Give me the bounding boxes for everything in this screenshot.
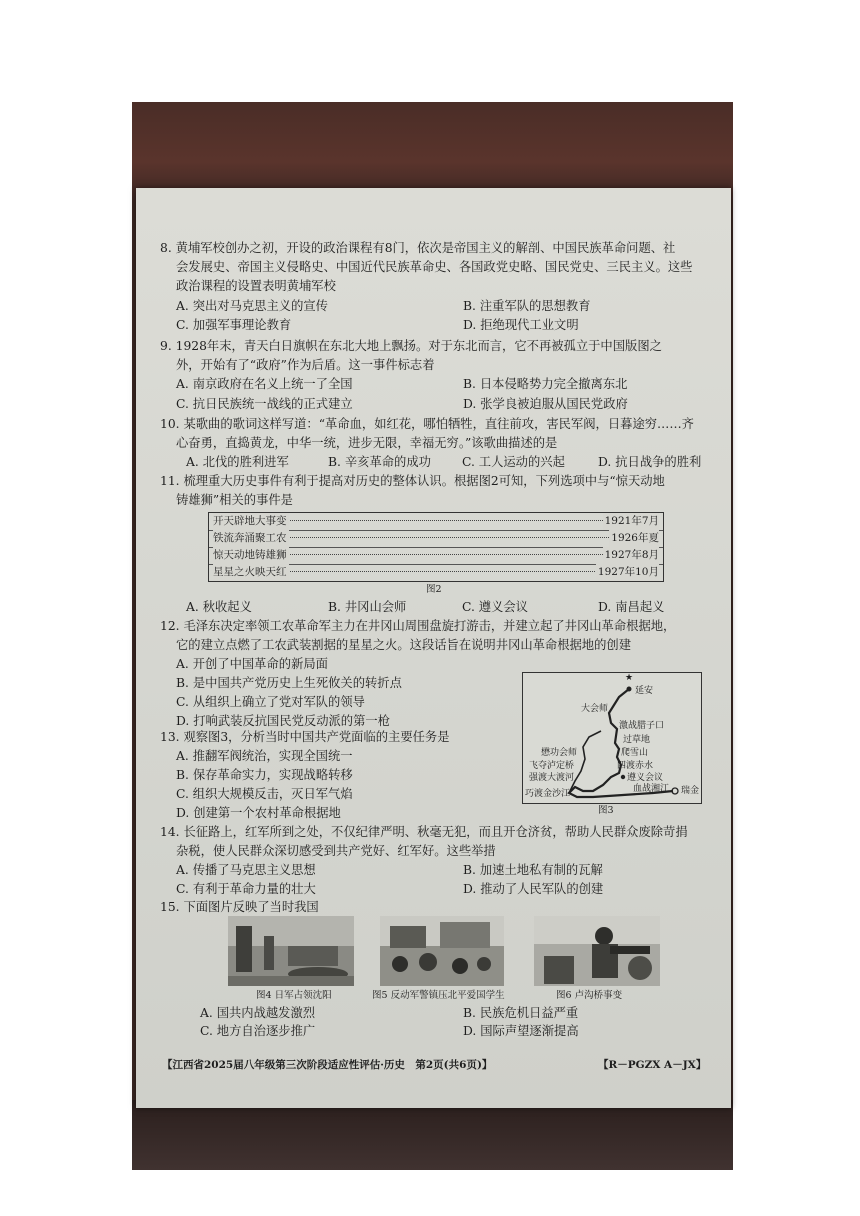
figure-2-caption: 图2 bbox=[426, 584, 442, 595]
figure-3-caption: 图3 bbox=[598, 805, 614, 816]
q11-option-a: A. 秋收起义 bbox=[186, 600, 252, 614]
q8-stem-line1: 8. 黄埔军校创办之初，开设的政治课程有8门，依次是帝国主义的解剖、中国民族革命问题、社 bbox=[160, 241, 676, 255]
timeline-event: 开天辟地大事变 bbox=[213, 513, 289, 530]
q12-stem-line1: 12. 毛泽东决定率领工农革命军主力在井冈山周围盘旋打游击，并建立起了井冈山革命根据地， bbox=[160, 619, 676, 633]
q8-stem-line2: 会发展史、帝国主义侵略史、中国近代民族革命史、各国政党史略、国民党史、三民主义。这些 bbox=[176, 260, 693, 274]
map-label: 巧渡金沙江 bbox=[525, 789, 571, 799]
figure-4-photo bbox=[228, 916, 354, 986]
map-label: 爬雪山 bbox=[621, 748, 649, 758]
q14-option-c: C. 有利于革命力量的壮大 bbox=[176, 882, 316, 896]
timeline-table bbox=[208, 512, 664, 582]
q14-option-b: B. 加速土地私有制的瓦解 bbox=[463, 863, 603, 877]
timeline-row bbox=[209, 530, 663, 548]
map-label: 懋功会师 bbox=[541, 748, 578, 758]
q10-option-b: B. 辛亥革命的成功 bbox=[328, 455, 431, 469]
timeline-date: 1927年8月 bbox=[603, 547, 659, 564]
q9-option-a: A. 南京政府在名义上统一了全国 bbox=[176, 377, 353, 391]
map-label: 血战湘江 bbox=[633, 784, 670, 794]
route-line bbox=[523, 673, 701, 803]
q9-option-c: C. 抗日民族统一战线的正式建立 bbox=[176, 397, 353, 411]
q14-stem-line2: 杂税，使人民群众深切感受到共产党好、红军好。这些举措 bbox=[176, 844, 496, 858]
timeline-row bbox=[209, 547, 663, 565]
map-label: 过草地 bbox=[623, 735, 651, 745]
q13-option-b: B. 保存革命实力，实现战略转移 bbox=[176, 768, 353, 782]
q10-option-d: D. 抗日战争的胜利 bbox=[598, 455, 702, 469]
q12-option-c: C. 从组织上确立了党对军队的领导 bbox=[176, 695, 365, 709]
timeline-event: 铁流奔涌聚工农 bbox=[213, 530, 289, 547]
q10-option-a: A. 北伐的胜利进军 bbox=[186, 455, 289, 469]
q8-option-c: C. 加强军事理论教育 bbox=[176, 318, 292, 332]
footer-exam-info: 【江西省2025届八年级第三次阶段适应性评估·历史 第2页(共6页)】 bbox=[162, 1059, 493, 1071]
q15-option-d: D. 国际声望逐渐提高 bbox=[463, 1024, 579, 1038]
figure-4-caption: 图4 日军占领沈阳 bbox=[256, 990, 332, 1001]
q9-option-b: B. 日本侵略势力完全撤离东北 bbox=[463, 377, 628, 391]
q15-option-a: A. 国共内战越发激烈 bbox=[200, 1006, 316, 1020]
timeline-row bbox=[209, 513, 663, 531]
timeline-event: 惊天动地铸雄狮 bbox=[213, 547, 289, 564]
timeline-event: 星星之火映天红 bbox=[213, 564, 289, 581]
map-label: 延安 bbox=[635, 686, 654, 696]
q14-option-a: A. 传播了马克思主义思想 bbox=[176, 863, 316, 877]
timeline-date: 1926年夏 bbox=[609, 530, 659, 547]
footer-code: 【R－PGZX A－JX】 bbox=[598, 1059, 707, 1071]
long-march-map bbox=[522, 672, 702, 804]
q10-option-c: C. 工人运动的兴起 bbox=[462, 455, 565, 469]
q13-option-d: D. 创建第一个农村革命根据地 bbox=[176, 806, 341, 820]
map-label: 大会师 bbox=[581, 704, 609, 714]
q13-option-a: A. 推翻军阀统治，实现全国统一 bbox=[176, 749, 353, 763]
q11-option-b: B. 井冈山会师 bbox=[328, 600, 407, 614]
q8-stem-line3: 政治课程的设置表明黄埔军校 bbox=[176, 279, 336, 293]
q13-stem: 13. 观察图3，分析当时中国共产党面临的主要任务是 bbox=[160, 730, 450, 744]
map-label: 瑞金 bbox=[681, 786, 700, 796]
map-label: 强渡大渡河 bbox=[529, 773, 575, 783]
q12-stem-line2: 它的建立点燃了工农武装割据的星星之火。这段话旨在说明井冈山革命根据地的创建 bbox=[176, 638, 631, 652]
q15-option-c: C. 地方自治逐步推广 bbox=[200, 1024, 316, 1038]
desk-surface bbox=[132, 102, 733, 202]
figure-5-photo bbox=[380, 916, 504, 986]
q15-stem: 15. 下面图片反映了当时我国 bbox=[160, 900, 319, 914]
map-label: 四渡赤水 bbox=[617, 761, 654, 771]
q12-option-a: A. 开创了中国革命的新局面 bbox=[176, 657, 328, 671]
q8-option-a: A. 突出对马克思主义的宣传 bbox=[176, 299, 328, 313]
timeline-date: 1921年7月 bbox=[603, 513, 659, 530]
timeline-row bbox=[209, 564, 663, 581]
q11-option-d: D. 南昌起义 bbox=[598, 600, 665, 614]
q13-option-c: C. 组织大规模反击，灭日军气焰 bbox=[176, 787, 353, 801]
q10-stem-line2: 心奋勇，直捣黄龙，中华一统，进步无限，幸福无穷。”该歌曲描述的是 bbox=[176, 436, 558, 450]
q9-stem-line2: 外，开始有了“政府”作为后盾。这一事件标志着 bbox=[176, 358, 435, 372]
star-icon: ★ bbox=[625, 673, 634, 683]
q10-stem-line1: 10. 某歌曲的歌词这样写道：“革命血，如红花，哪怕牺牲，直往前攻，害民军阀，日暮途穷……齐 bbox=[160, 417, 694, 431]
q12-option-d: D. 打响武装反抗国民党反动派的第一枪 bbox=[176, 714, 390, 728]
figure-5-caption: 图5 反动军警镇压北平爱国学生 bbox=[372, 990, 505, 1001]
map-label: 飞夺泸定桥 bbox=[529, 761, 575, 771]
q8-option-d: D. 拒绝现代工业文明 bbox=[463, 318, 579, 332]
q8-option-b: B. 注重军队的思想教育 bbox=[463, 299, 591, 313]
q11-stem-line1: 11. 梳理重大历史事件有利于提高对历史的整体认识。根据图2可知，下列选项中与“惊天动地 bbox=[160, 474, 665, 488]
desk-surface-bottom bbox=[132, 1100, 733, 1170]
figure-6-photo bbox=[534, 916, 660, 986]
q9-option-d: D. 张学良被迫服从国民党政府 bbox=[463, 397, 628, 411]
map-label: 遵义会议 bbox=[627, 773, 664, 783]
q14-stem-line1: 14. 长征路上，红军所到之处，不仅纪律严明、秋毫无犯，而且开仓济贫，帮助人民群众废除苛捐 bbox=[160, 825, 688, 839]
q9-stem-line1: 9. 1928年末，青天白日旗帜在东北大地上飘扬。对于东北而言，它不再被孤立于中国版图之 bbox=[160, 339, 662, 353]
q14-option-d: D. 推动了人民军队的创建 bbox=[463, 882, 604, 896]
figure-6-caption: 图6 卢沟桥事变 bbox=[556, 990, 623, 1001]
timeline-date: 1927年10月 bbox=[596, 564, 659, 581]
q12-option-b: B. 是中国共产党历史上生死攸关的转折点 bbox=[176, 676, 402, 690]
q15-option-b: B. 民族危机日益严重 bbox=[463, 1006, 579, 1020]
q11-option-c: C. 遵义会议 bbox=[462, 600, 528, 614]
q11-stem-line2: 铸雄狮”相关的事件是 bbox=[176, 493, 293, 507]
map-label: 激战腊子口 bbox=[619, 721, 665, 731]
